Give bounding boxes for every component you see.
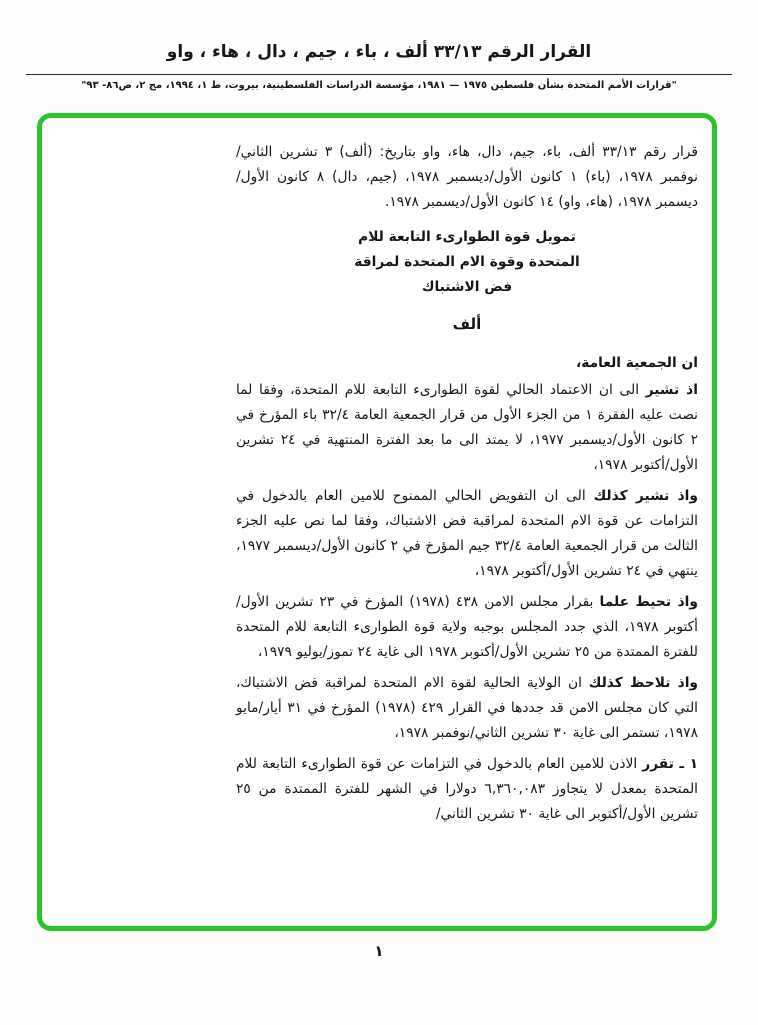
intro-paragraph bbox=[236, 140, 698, 215]
paragraph bbox=[236, 752, 698, 827]
paragraph-text: بقرار مجلس الامن ٤٣٨ (١٩٧٨) المؤرخ في ٢٣ تشرين الأول/أكتوبر ١٩٧٨، الذي جدد المجلس بوجبه ولاية قوة الطوارىء التابعة للام المتحدة للفترة الممتدة من ٢٥ تشرين الأول/أكتوبر ١٩٧٨ الى غاية ٢٤ تموز/يوليو ١٩٧٩، bbox=[236, 594, 699, 660]
paragraph-lead: ١ ـ تقرر bbox=[642, 756, 698, 772]
salutation: ان الجمعية العامة، bbox=[575, 355, 698, 371]
paragraph-lead: واذ تلاحظ كذلك bbox=[588, 675, 698, 691]
intro-paragraph-text: قرار رقم ٣٣/١٣ ألف، باء، جيم، دال، هاء، واو بتاريخ: (ألف) ٣ تشرين الثاني/نوفمبر ١٩٧٨، (باء) ١ كانون الأول/ديسمبر ١٩٧٨، (جيم، دال) ٨ كانون الأول/ديسمبر ١٩٧٨، (هاء، واو) ١٤ كانون الأول/ديسمبر ١٩٧٨. bbox=[236, 144, 699, 210]
header-divider bbox=[26, 74, 732, 75]
paragraph-text: الى ان التفويض الحالي الممنوح للامين العام بالدخول في التزامات عن قوة الام المتحدة لمراقبة فض الاشتباك، وفقا لما نص عليه الجزء الثالث من قرار الجمعية العامة ٣٢/٤ جيم المؤرخ في ٢ كانون الأول/ديسمبر ١٩٧٧، ينتهي في ٢٤ تشرين الأول/أكتوبر ١٩٧٨، bbox=[236, 488, 698, 579]
paragraph bbox=[236, 671, 698, 746]
paragraph-lead: واذ تشير كذلك bbox=[593, 488, 698, 504]
document-citation: "قرارات الأمم المتحدة بشأن فلسطين ١٩٧٥ — ١٩٨١، مؤسسة الدراسات الفلسطينية، بيروت، ط ١، ١٩٩٤، مج ٢، ص٨٦- ٩٣" bbox=[81, 80, 677, 91]
document-frame bbox=[37, 113, 717, 931]
resolution-title-line: المتحدة وقوة الام المتحدة لمراقة bbox=[354, 254, 580, 270]
document-body bbox=[236, 140, 698, 827]
document-header-title: القرار الرقم ٣٣/١٣ ألف ، باء ، جيم ، دال ، هاء ، واو bbox=[166, 42, 592, 62]
paragraph bbox=[236, 590, 698, 665]
paragraph-text: الاذن للامين العام بالدخول في التزامات عن قوة الطوارىء التابعة للام المتحدة بمعدل لا يتجاوز ٦,٣٦٠,٠٨٣ دولارا في الشهر للفترة الممتدة من ٢٥ تشرين الأول/أكتوبر الى غاية ٣٠ تشرين الثاني/ bbox=[236, 756, 698, 822]
paragraph bbox=[236, 484, 698, 584]
paragraph-lead: واذ تحيط علما bbox=[599, 594, 698, 610]
paragraph-lead: اذ تشير bbox=[645, 382, 698, 398]
paragraph-text: ان الولاية الحالية لقوة الام المتحدة لمراقبة فض الاشتباك، التي كان مجلس الامن قد جددها في القرار ٤٢٩ (١٩٧٨) المؤرخ في ٣١ أيار/مايو ١٩٧٨، تستمر الى غاية ٣٠ تشرين الثاني/نوفمبر ١٩٧٨، bbox=[236, 675, 698, 741]
paragraph bbox=[236, 378, 698, 478]
section-letter: ألف bbox=[452, 315, 482, 333]
page-number: ١ bbox=[374, 942, 384, 960]
resolution-title-line: تمويل قوة الطوارىء التابعة للام bbox=[358, 229, 576, 245]
resolution-title bbox=[236, 225, 698, 300]
resolution-title-line: فض الاشتباك bbox=[421, 279, 513, 295]
paragraph-text: الى ان الاعتماد الحالي لقوة الطوارىء التابعة للام المتحدة، وفقا لما نصت عليه الفقرة ١ من الجزء الأول من قرار الجمعية العامة ٣٢/٤ باء المؤرخ في ٢ كانون الأول/ديسمبر ١٩٧٧، لا يمتد الى ما بعد الفترة المنتهية في ٢٤ تشرين الأول/أكتوبر ١٩٧٨، bbox=[236, 382, 698, 473]
